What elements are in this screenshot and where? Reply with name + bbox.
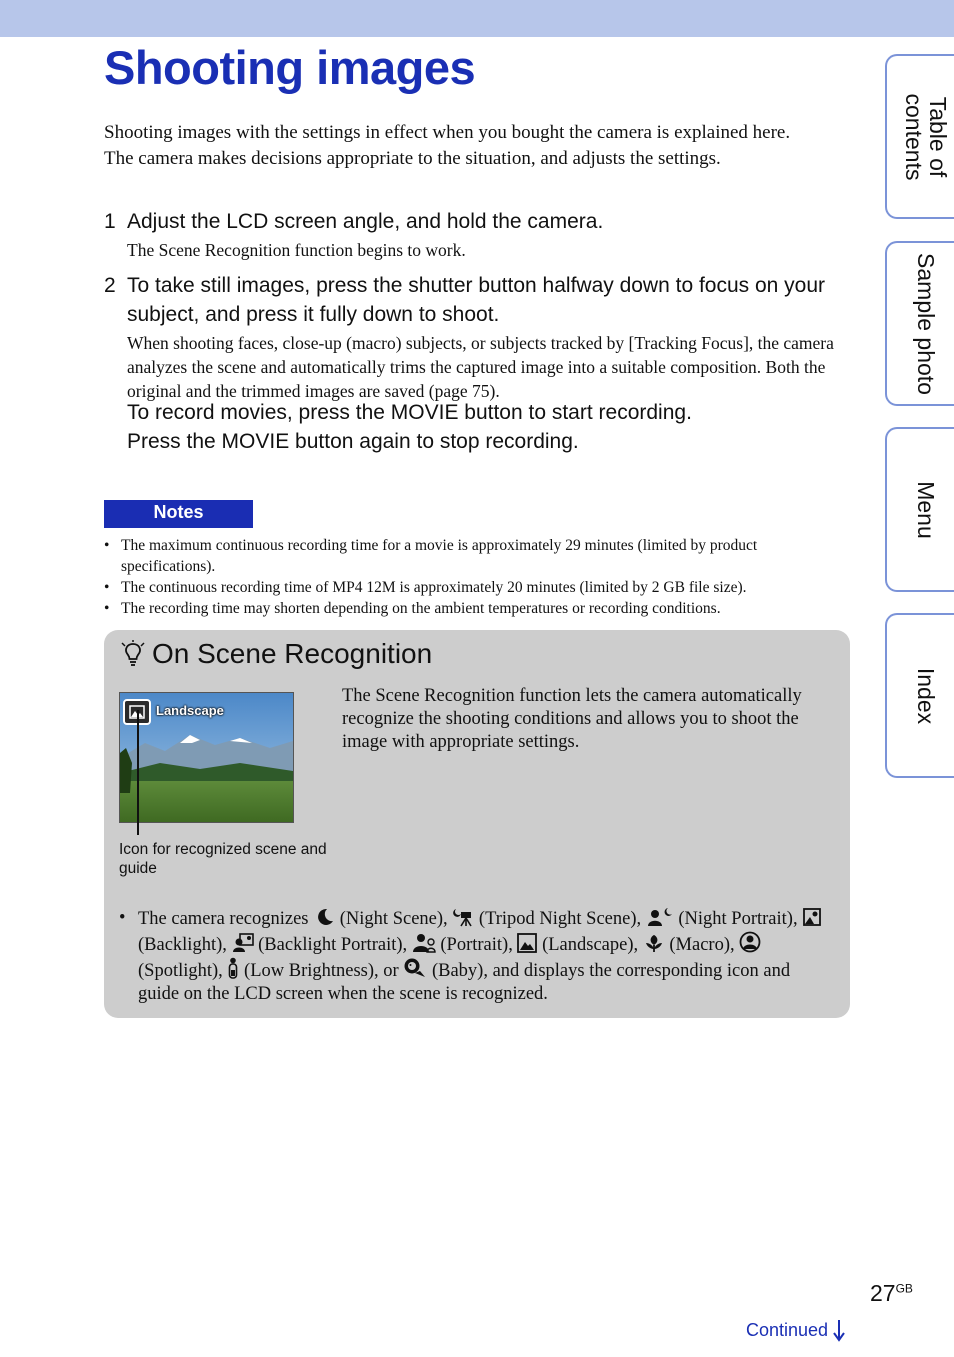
intro-text bbox=[104, 120, 834, 171]
step-heading: To take still images, press the shutter button halfway down to focus on your subject, and press it fully down to shoot. bbox=[127, 274, 826, 326]
page-region-suffix: GB bbox=[895, 1281, 913, 1296]
list-item bbox=[104, 535, 844, 577]
low-brightness-label: (Low Brightness), or bbox=[244, 961, 399, 981]
spotlight-label: (Spotlight), bbox=[138, 961, 223, 981]
page-number-value: 27 bbox=[870, 1280, 896, 1306]
tab-index[interactable] bbox=[885, 613, 954, 778]
night-scene-icon bbox=[313, 907, 335, 927]
tripod-night-scene-label: (Tripod Night Scene), bbox=[478, 909, 642, 929]
step-heading: Adjust the LCD screen angle, and hold the camera. bbox=[127, 210, 604, 233]
arrow-down-icon bbox=[833, 1318, 845, 1342]
tab-label: Menu bbox=[913, 480, 939, 539]
macro-label: (Macro), bbox=[669, 935, 735, 955]
intro-paragraph-2: The camera makes decisions appropriate to the situation, and adjusts the settings. bbox=[104, 147, 721, 169]
tab-sample-photo[interactable] bbox=[885, 241, 954, 406]
note-text: The continuous recording time of MP4 12M is approximately 20 minutes (limited by 2 GB file size). bbox=[121, 579, 747, 596]
step-number: 1 bbox=[104, 210, 116, 233]
landscape-overlay-label: Landscape bbox=[156, 703, 224, 718]
step-2-body: When shooting faces, close-up (macro) subjects, or subjects tracked by [Tracking Focus], the camera analyzes the scene and automatically trims the captured image into a suitable composition. Both the original and the trimmed images are saved (page 75). bbox=[127, 333, 834, 401]
step-1-title bbox=[104, 207, 844, 236]
landscape-label: (Landscape), bbox=[542, 935, 639, 955]
tab-label: Sample photo bbox=[913, 252, 939, 395]
top-banner bbox=[0, 0, 954, 37]
bullet: • bbox=[119, 908, 126, 928]
bullet: • bbox=[104, 537, 110, 554]
notes-list bbox=[104, 535, 844, 619]
portrait-label: (Portrait), bbox=[440, 935, 513, 955]
tab-label: Index bbox=[913, 667, 939, 724]
portrait-icon bbox=[412, 933, 436, 953]
continued-label: Continued bbox=[746, 1320, 829, 1340]
notes-label: Notes bbox=[104, 500, 253, 528]
recognizes-intro: The camera recognizes bbox=[138, 909, 309, 929]
hint-title bbox=[120, 638, 432, 670]
landscape-icon bbox=[517, 933, 537, 953]
step-1-body: The Scene Recognition function begins to work. bbox=[127, 240, 466, 260]
backlight-label: (Backlight), bbox=[138, 935, 227, 955]
night-scene-label: (Night Scene), bbox=[339, 909, 448, 929]
backlight-portrait-label: (Backlight Portrait), bbox=[258, 935, 408, 955]
note-text: The recording time may shorten depending on the ambient temperatures or recording conditions. bbox=[121, 600, 721, 617]
hint-title-text: On Scene Recognition bbox=[152, 638, 433, 669]
list-item bbox=[104, 598, 844, 619]
recognized-scenes-list bbox=[119, 907, 834, 1006]
tab-table-of-contents[interactable] bbox=[885, 54, 954, 219]
tab-menu[interactable] bbox=[885, 427, 954, 592]
bullet: • bbox=[104, 600, 110, 617]
landscape-sample-image bbox=[119, 692, 294, 823]
backlight-portrait-icon bbox=[232, 933, 254, 953]
list-item bbox=[119, 907, 834, 1006]
tab-label: Table of contents bbox=[901, 93, 951, 180]
movie-start-instruction: To record movies, press the MOVIE button to start recording. bbox=[127, 401, 692, 424]
lightbulb-icon bbox=[120, 640, 146, 668]
baby-icon bbox=[403, 957, 427, 979]
night-portrait-icon bbox=[646, 907, 674, 927]
scene-recognition-hint-box bbox=[104, 630, 850, 1018]
note-text: The maximum continuous recording time for a movie is approximately 29 minutes (limited by product specifications). bbox=[121, 537, 758, 575]
list-item bbox=[104, 577, 844, 598]
night-portrait-label: (Night Portrait), bbox=[678, 909, 798, 929]
low-brightness-icon bbox=[227, 957, 239, 979]
backlight-icon bbox=[802, 907, 822, 927]
continued-link[interactable] bbox=[746, 1318, 845, 1342]
baby-label: (Baby), and displays the corresponding icon and guide on the LCD screen when the scene is recognized. bbox=[138, 961, 791, 1004]
hint-description: The Scene Recognition function lets the camera automatically recognize the shooting conditions and allows you to shoot the image with appropriate settings. bbox=[342, 686, 802, 752]
macro-icon bbox=[643, 933, 665, 953]
step-2-title bbox=[104, 271, 844, 329]
step-number: 2 bbox=[104, 274, 116, 297]
bullet: • bbox=[104, 579, 110, 596]
image-caption: Icon for recognized scene and guide bbox=[119, 841, 327, 877]
tripod-night-scene-icon bbox=[452, 907, 474, 927]
page-title: Shooting images bbox=[104, 41, 476, 94]
callout-line bbox=[137, 710, 139, 835]
movie-stop-instruction: Press the MOVIE button again to stop recording. bbox=[127, 430, 579, 453]
intro-paragraph-1: Shooting images with the settings in effect when you bought the camera is explained here. bbox=[104, 122, 791, 143]
page-number bbox=[870, 1280, 913, 1307]
spotlight-icon bbox=[739, 931, 761, 953]
